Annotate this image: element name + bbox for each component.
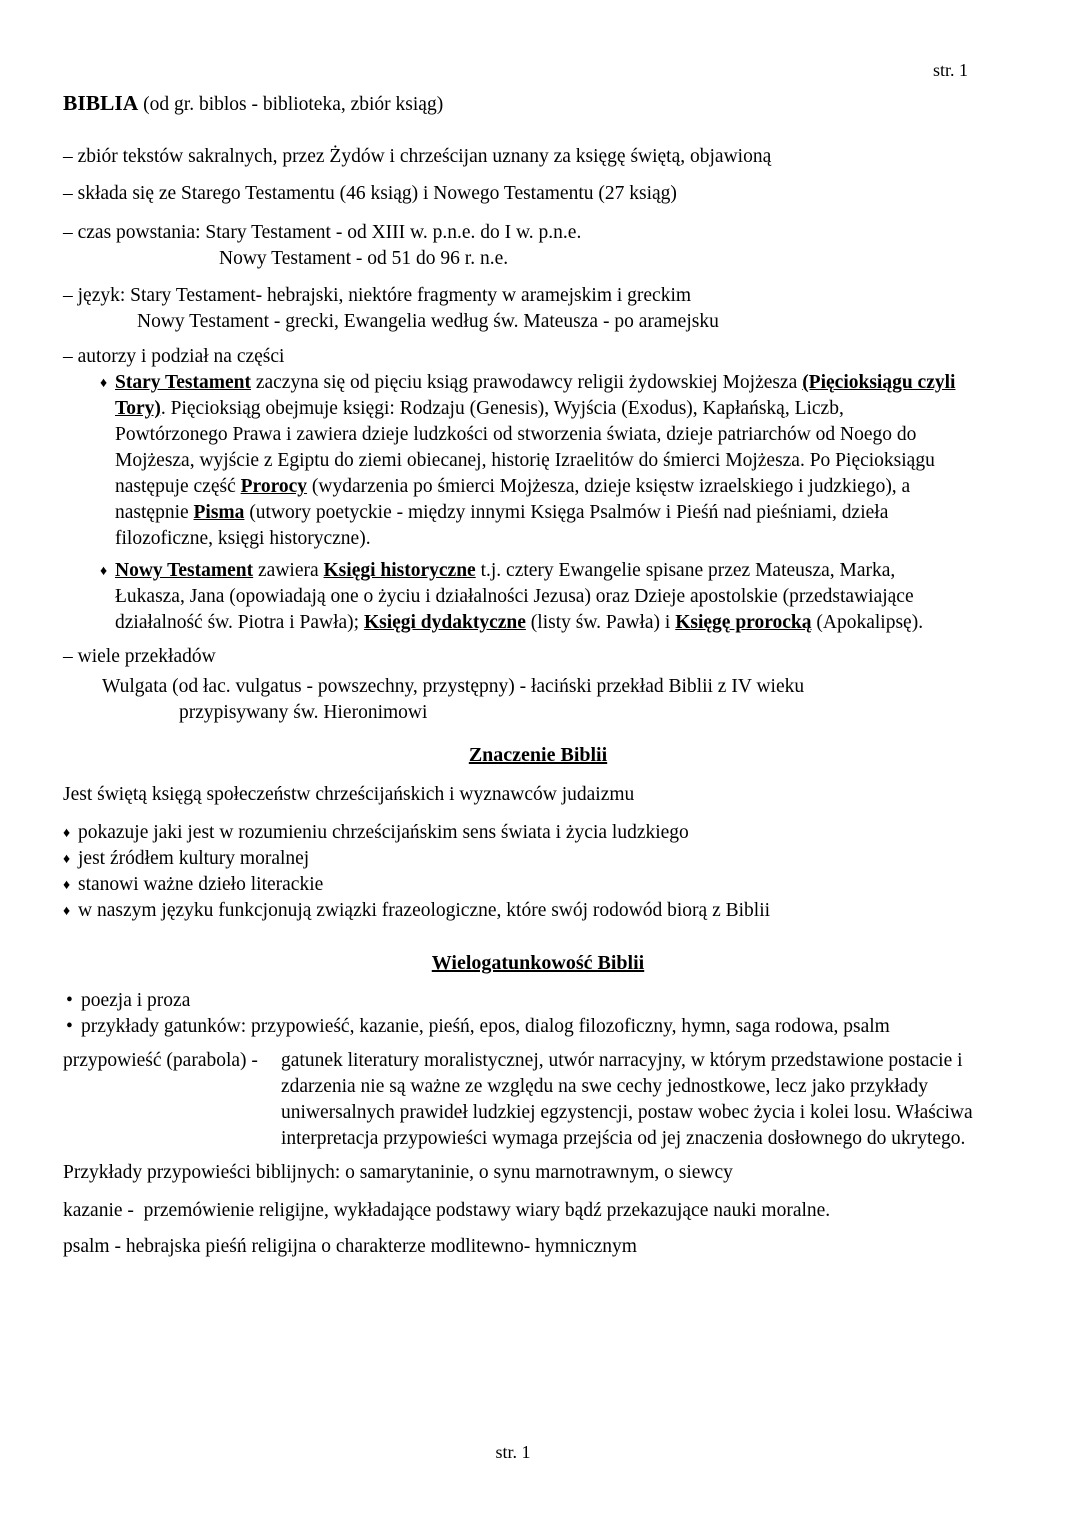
fact-zbior: – zbiór tekstów sakralnych, przez Żydów i chrześcijan uznany za księgę świętą, objawioną [63,146,772,167]
definition-term: przypowieść (parabola) - [63,1050,258,1071]
list-item [63,872,1013,898]
definition-przypowiesc [63,1048,1013,1152]
fact-czas-line1: – czas powstania: Stary Testament - od XIII w. p.n.e. do I w. p.n.e. [63,222,582,243]
definition-psalm: psalm - hebrajska pieśń religijna o charakterze modlitewno- hymnicznym [63,1236,637,1257]
list-item-text: jest źródłem kultury moralnej [78,848,310,869]
fact-jezyk-block [63,283,1013,335]
diamond-bullet-icon: ♦ [63,826,71,841]
fact-jezyk-line1: – język: Stary Testament- hebrajski, niektóre fragmenty w aramejskim i greckim [63,285,692,306]
title-rest: (od gr. biblos - biblioteka, zbiór ksiąg) [138,94,444,115]
nowy-text-4: (Apokalipsę). [811,612,924,633]
round-bullet-icon: • [66,1016,73,1037]
nowy-text-2: t.j. cztery Ewangelie spisane przez Mateusza, Marka, Łukasza, Jana (opowiadają one o życiu i działalności Jezusa) oraz Dzieje apostolskie (przedstawiające działalność św. Piotra i Pawła); [115,560,914,633]
definition-body: gatunek literatury moralistycznej, utwór narracyjny, w którym przedstawione postacie i zdarzenia nie są ważne ze względu na swe cechy jednostkowe, lecz jako przykłady uniwersalnych prawideł ludzkiej egzystencji, postaw wobec życia i kolei losu. Właściwa interpretacja przypowieści wymaga przejścia od jej znaczenia dosłownego do ukrytego. [281,1050,973,1149]
list-item-text: przykłady gatunków: przypowieść, kazanie, pieśń, epos, dialog filozoficzny, hymn, saga rodowa, psalm [81,1016,890,1037]
term-ksiegi-dydaktyczne: Księgi dydaktyczne [363,612,526,633]
list-item [63,1014,1013,1040]
diamond-bullet-icon: ♦ [63,904,71,919]
diamond-bullet-icon: ♦ [100,564,108,579]
document-title [63,90,1013,118]
stary-text-1: zaczyna się od pięciu ksiąg prawodawcy religii żydowskiej Mojżesza [250,372,803,393]
round-bullet-icon: • [66,990,73,1011]
diamond-bullet-icon: ♦ [100,376,108,391]
heading-wielogatunkowosc-text: Wielogatunkowość Biblii [431,952,645,974]
nowy-text-1: zawiera [253,560,324,581]
list-item [63,988,1013,1014]
fact-czas-block [63,220,1013,272]
wulgata-line2: przypisywany św. Hieronimowi [179,702,428,723]
heading-znaczenie-text: Znaczenie Biblii [468,744,608,766]
nowy-text-3: (listy św. Pawła) i [525,612,676,633]
header-page-number: str. 1 [932,60,968,80]
footer-page-number: str. 1 [495,1442,531,1462]
list-item [63,846,1013,872]
stary-text-2: . Pięcioksiąg obejmuje księgi: Rodzaju (Genesis), Wyjścia (Exodus), Kapłańską, Liczb, Powtórzonego Prawa i zawiera dzieje ludzkości od stworzenia świata, dzieje patriarchów od Noego do Mojżesza, wyjście z Egiptu do ziemi obiecanej, historię Izraelitów do śmierci Mojżesza. Po Pięcioksiągu następuje część [115,398,935,497]
term-ksiege-prorocka: Księgę prorocką [675,612,812,633]
title-word: BIBLIA [63,91,139,115]
list-item-text: poezja i proza [81,990,191,1011]
term-pisma: Pisma [193,502,245,523]
list-item-stary-testament [63,370,1013,552]
list-item-text: pokazuje jaki jest w rozumieniu chrześcijańskim sens świata i życia ludzkiego [78,822,689,843]
term-prorocy: Prorocy [240,476,308,497]
stary-text-4: (utwory poetyckie - między innymi Księga Psalmów i Pieśń nad pieśniami, dzieła filozoficzne, księgi historyczne). [115,502,889,549]
fact-jezyk-line2: Nowy Testament - grecki, Ewangelia według św. Mateusza - po aramejsku [137,311,719,332]
definition-kazanie: kazanie - przemówienie religijne, wykładające podstawy wiary bądź przekazujące nauki moralne. [63,1200,831,1221]
fact-czas-line2: Nowy Testament - od 51 do 96 r. n.e. [219,248,509,269]
list-item-nowy-testament [63,558,1013,636]
term-ksiegi-historyczne: Księgi historyczne [323,560,476,581]
term-stary-testament: Stary Testament [115,372,251,393]
diamond-bullet-icon: ♦ [63,878,71,893]
znaczenie-list [63,820,1013,924]
list-item-text: w naszym języku funkcjonują związki frazeologiczne, które swój rodowód biorą z Biblii [78,900,771,921]
term-nowy-testament: Nowy Testament [115,560,254,581]
wielogatunkowosc-list [63,988,1013,1040]
fact-sklada: – składa się ze Starego Testamentu (46 ksiąg) i Nowego Testamentu (27 ksiąg) [63,183,677,204]
wulgata-line1: Wulgata (od łac. vulgatus - powszechny, przystępny) - łaciński przekład Biblii z IV wieku [102,676,805,697]
stary-text-3: (wydarzenia po śmierci Mojżesza, dzieje księstw izraelskiego i judzkiego), a następnie [115,476,911,523]
diamond-bullet-icon: ♦ [63,852,71,867]
przyklady-przypowiesci: Przykłady przypowieści biblijnych: o samarytaninie, o synu marnotrawnym, o siewcy [63,1162,733,1183]
list-item-text: stanowi ważne dzieło literackie [78,874,324,895]
document-content [63,90,1013,1260]
list-item [63,820,1013,846]
term-piecioksiag: (Pięcioksiągu czyli Tory) [115,372,956,419]
section-heading-znaczenie [63,742,1013,768]
znaczenie-intro: Jest świętą księgą społeczeństw chrześcijańskich i wyznawców judaizmu [63,784,635,805]
list-item [63,898,1013,924]
fact-autorzy: – autorzy i podział na części [63,346,285,367]
fact-wiele-przekladow: – wiele przekładów [63,646,216,667]
section-heading-wielogatunkowosc [63,950,1013,976]
